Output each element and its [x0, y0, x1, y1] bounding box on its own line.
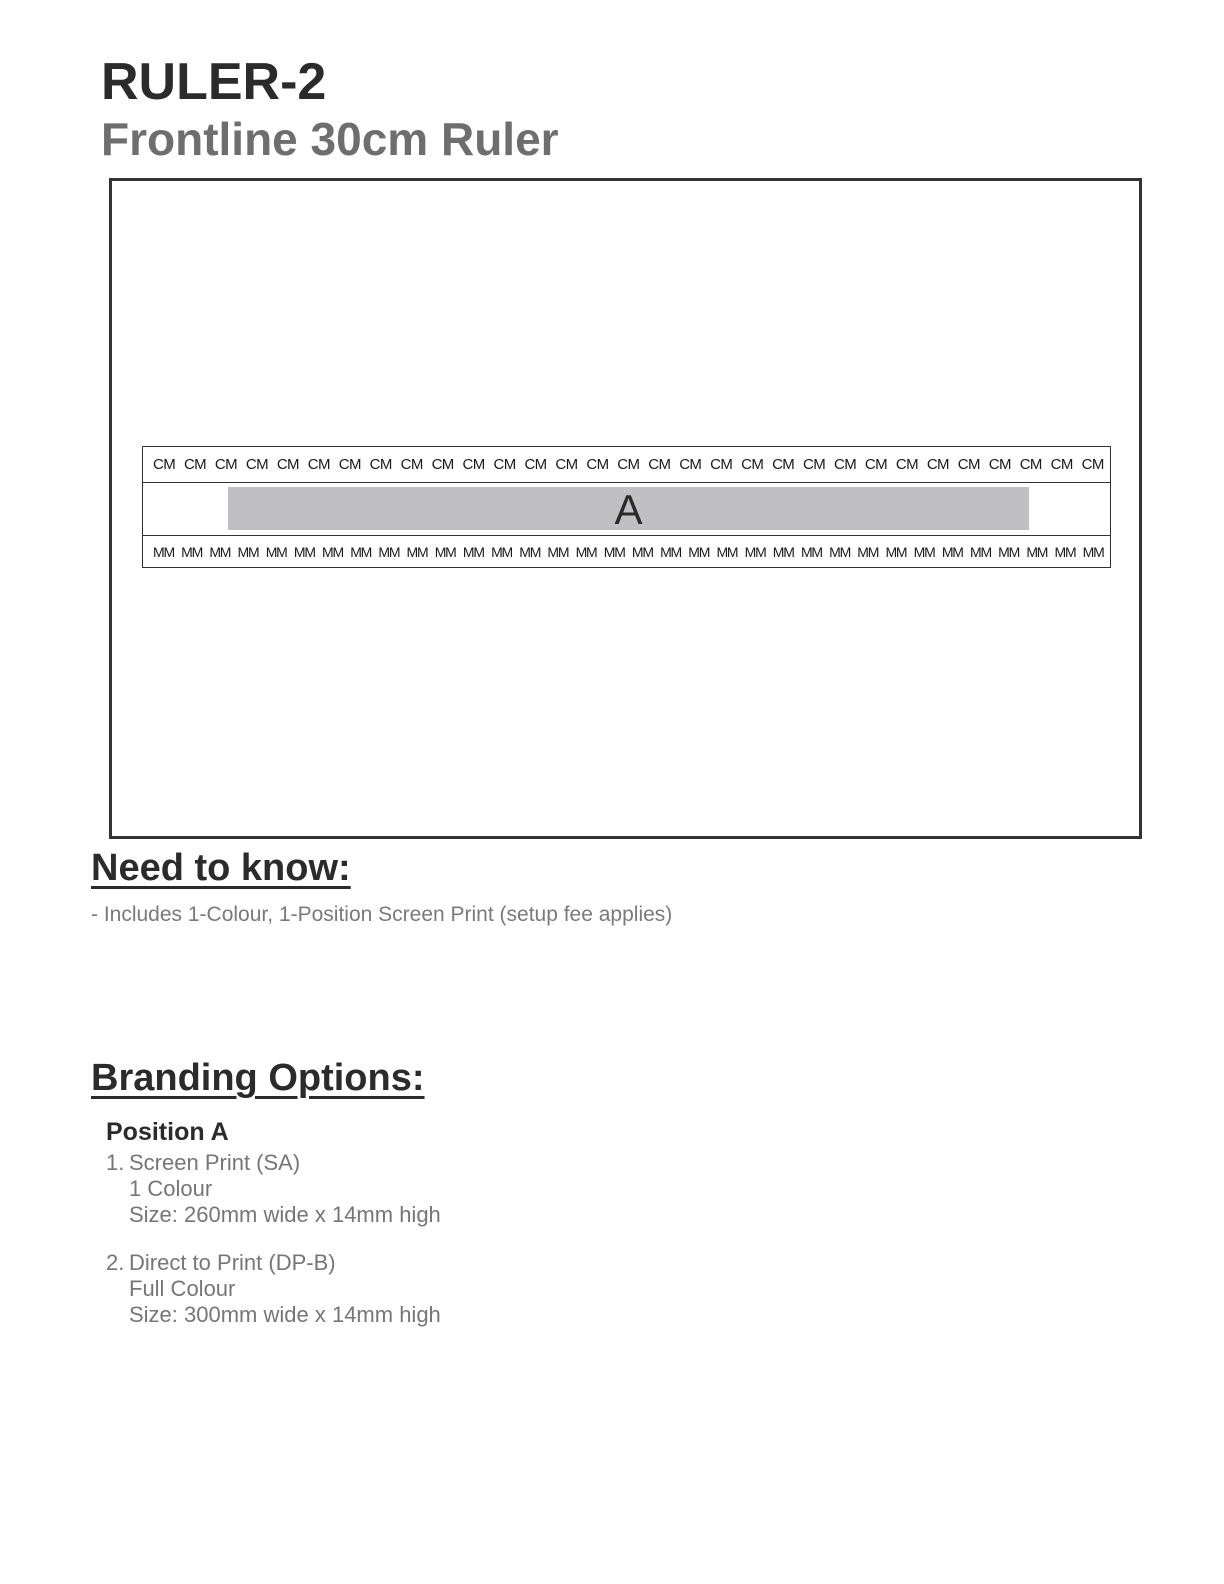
- cm-mark: CM: [648, 456, 671, 473]
- cm-mark: CM: [1050, 456, 1073, 473]
- mm-mark: MM: [941, 544, 963, 560]
- cm-mark: CM: [988, 456, 1011, 473]
- cm-mark: CM: [617, 456, 640, 473]
- cm-mark: CM: [864, 456, 888, 473]
- mm-mark: MM: [829, 544, 851, 560]
- mm-mark: MM: [491, 544, 512, 560]
- product-code: RULER-2: [101, 53, 327, 111]
- mm-mark: MM: [181, 544, 203, 560]
- cm-mark: CM: [555, 456, 578, 473]
- mm-mark: MM: [293, 544, 315, 560]
- mm-mark: MM: [913, 544, 935, 560]
- mm-mark: MM: [631, 544, 653, 560]
- cm-mark: CM: [245, 456, 268, 473]
- option-colour: 1 Colour: [129, 1176, 213, 1201]
- mm-mark: MM: [406, 544, 428, 560]
- mm-mark: MM: [660, 544, 682, 560]
- cm-mark: CM: [431, 456, 454, 473]
- option-method: Direct to Print (DP-B): [129, 1250, 336, 1275]
- need-to-know-heading: Need to know:: [91, 847, 351, 889]
- mm-mark: MM: [1026, 544, 1048, 560]
- position-a-title: Position A: [106, 1118, 229, 1146]
- cm-mark: CM: [710, 456, 733, 473]
- print-area-a: [228, 485, 1029, 533]
- mm-mark: MM: [969, 544, 991, 560]
- mm-mark: MM: [265, 544, 287, 560]
- mm-mark: MM: [1082, 544, 1104, 560]
- mm-mark: MM: [1054, 544, 1076, 560]
- mm-mark: MM: [744, 544, 766, 560]
- mm-mark: MM: [153, 544, 174, 560]
- ruler-cm-row: [143, 447, 1110, 483]
- mm-mark: MM: [350, 544, 372, 560]
- need-to-know-note: - Includes 1-Colour, 1-Position Screen Print (setup fee applies): [91, 903, 673, 926]
- mm-mark: MM: [603, 544, 625, 560]
- mm-marks: [153, 536, 1104, 568]
- cm-mark: CM: [772, 456, 795, 473]
- cm-mark: CM: [524, 456, 547, 473]
- option-number: 1.: [106, 1150, 125, 1175]
- option-method: Screen Print (SA): [129, 1150, 301, 1175]
- cm-mark: CM: [153, 456, 176, 473]
- product-diagram-frame: [109, 178, 1142, 839]
- cm-mark: CM: [493, 456, 516, 473]
- mm-mark: MM: [716, 544, 738, 560]
- mm-mark: MM: [209, 544, 231, 560]
- cm-mark: CM: [214, 456, 238, 473]
- option-size: Size: 300mm wide x 14mm high: [129, 1302, 441, 1327]
- print-area-label: A: [614, 485, 643, 533]
- cm-mark: CM: [307, 456, 330, 473]
- option-size: Size: 260mm wide x 14mm high: [129, 1202, 441, 1227]
- ruler-print-row: [143, 483, 1110, 535]
- cm-mark: CM: [369, 456, 392, 473]
- option-number: 2.: [106, 1250, 125, 1275]
- mm-mark: MM: [237, 544, 259, 560]
- cm-mark: CM: [803, 456, 826, 473]
- mm-mark: MM: [434, 544, 456, 560]
- mm-mark: MM: [322, 544, 343, 560]
- cm-mark: CM: [1019, 456, 1042, 473]
- mm-mark: MM: [462, 544, 484, 560]
- mm-mark: MM: [378, 544, 400, 560]
- cm-mark: CM: [1081, 456, 1104, 473]
- cm-mark: CM: [400, 456, 423, 473]
- cm-mark: CM: [741, 456, 764, 473]
- branding-option-2: [106, 1250, 441, 1328]
- product-name: Frontline 30cm Ruler: [101, 113, 559, 165]
- cm-mark: CM: [926, 456, 949, 473]
- cm-mark: CM: [338, 456, 361, 473]
- ruler-mm-row: [143, 535, 1110, 568]
- mm-mark: MM: [885, 544, 907, 560]
- option-colour: Full Colour: [129, 1276, 236, 1301]
- cm-mark: CM: [957, 456, 980, 473]
- ruler-illustration: [142, 446, 1111, 568]
- cm-mark: CM: [276, 456, 299, 473]
- mm-mark: MM: [519, 544, 541, 560]
- cm-mark: CM: [895, 456, 919, 473]
- mm-mark: MM: [772, 544, 794, 560]
- cm-mark: CM: [462, 456, 485, 473]
- cm-mark: CM: [833, 456, 857, 473]
- mm-mark: MM: [998, 544, 1020, 560]
- branding-option-1: [106, 1150, 441, 1228]
- cm-mark: CM: [183, 456, 207, 473]
- mm-mark: MM: [800, 544, 822, 560]
- mm-mark: MM: [575, 544, 597, 560]
- cm-mark: CM: [679, 456, 702, 473]
- mm-mark: MM: [547, 544, 569, 560]
- cm-mark: CM: [586, 456, 609, 473]
- cm-marks: [153, 447, 1104, 482]
- mm-mark: MM: [857, 544, 879, 560]
- mm-mark: MM: [688, 544, 710, 560]
- branding-options-heading: Branding Options:: [91, 1057, 425, 1099]
